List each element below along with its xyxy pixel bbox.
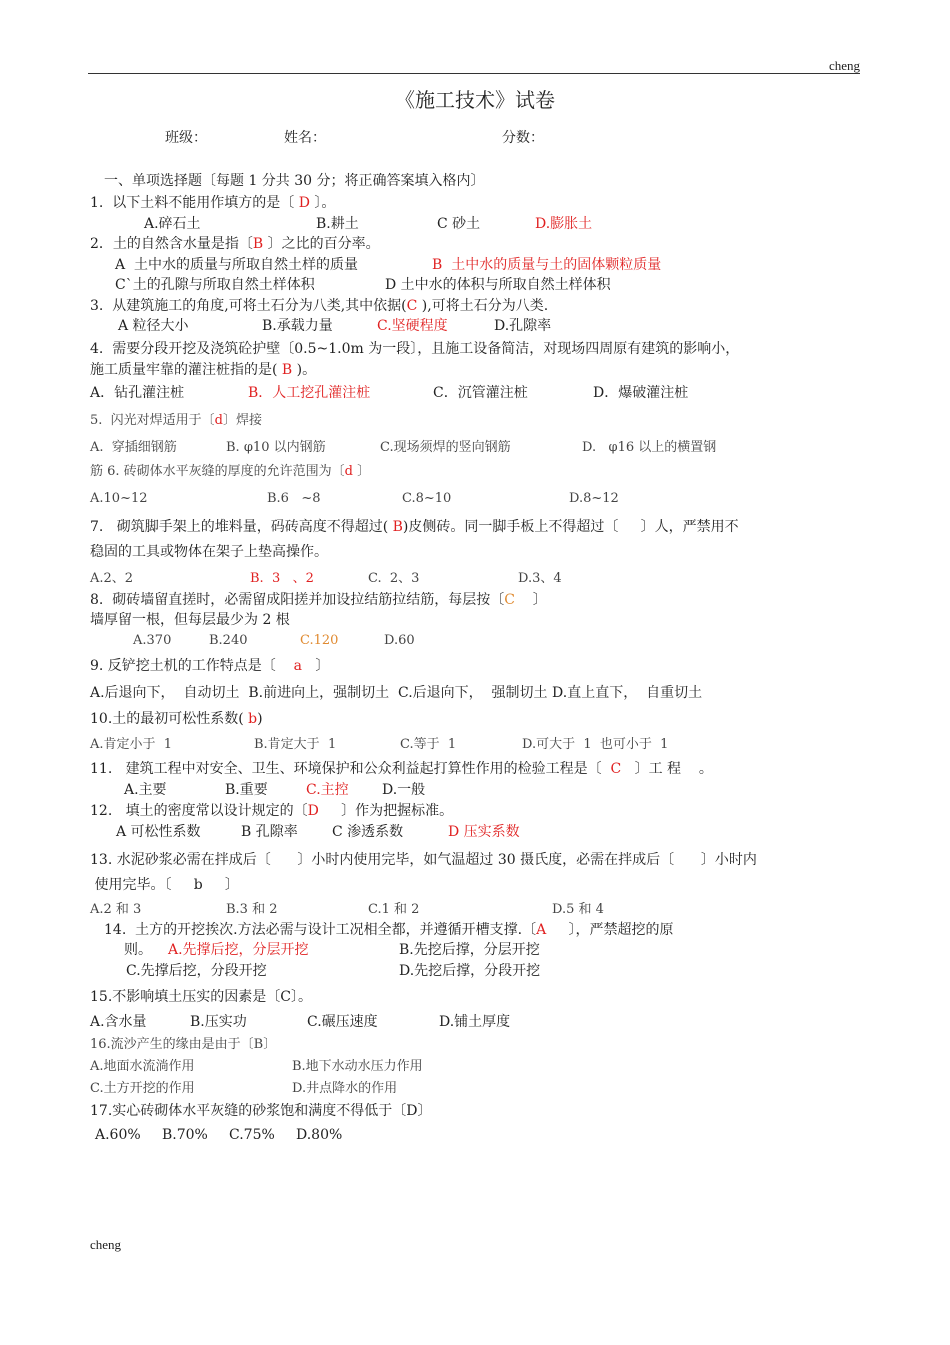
q13-option-c: C.1 和 2 (368, 902, 420, 917)
q5-option-d: D. φ16 以上的横置钢 (582, 440, 717, 455)
q2-option-d: D 土中水的体积与所取自然土样体积 (385, 277, 611, 293)
q15-option-c: C.碾压速度 (307, 1014, 378, 1030)
q7-answer: B (388, 519, 403, 535)
q12-answer: D (307, 803, 319, 819)
q3-option-c: C.坚硬程度 (377, 318, 448, 334)
q1-option-b: B.耕土 (316, 216, 359, 232)
q17-option-d: D.80% (296, 1127, 343, 1143)
score-label: 分数： (502, 130, 544, 146)
q13-answer: b (193, 877, 203, 893)
q6-stem-end: 〕 (353, 464, 371, 479)
q10-option-a: A.肯定小于 1 (90, 737, 173, 752)
q16-option-d: D.井点降水的作用 (292, 1081, 398, 1096)
q6-stem: 筋 6. 砖砌体水平灰缝的厚度的允许范围为〔 (90, 464, 345, 479)
q12-option-d: D 压实系数 (448, 824, 520, 840)
question-9 (90, 657, 329, 675)
question-7-line-2: 稳固的工具或物体在架子上垫高操作。 (90, 544, 328, 560)
question-17: 17.实心砖砌体水平灰缝的砂浆饱和满度不得低于〔D〕 (90, 1103, 432, 1119)
question-8-line-2: 墙厚留一根，但每层最少为 2 根 (90, 612, 290, 628)
q12-option-b: B 孔隙率 (241, 824, 298, 840)
question-7-line-1 (90, 518, 739, 536)
question-10 (90, 710, 263, 728)
q5-option-c: C.现场须焊的竖向钢筋 (380, 440, 511, 455)
q16-option-a: A.地面水流淌作用 (90, 1059, 195, 1074)
q10-stem-end: ) (257, 711, 263, 727)
q12-stem: 12. 填土的密度常以设计规定的〔 (90, 803, 308, 819)
question-4-line-1: 4. 需要分段开挖及浇筑砼护壁〔0.5~1.0m 为一段〕，且施工设备简洁，对现场四周原有建筑的影响小， (90, 341, 740, 357)
q16-option-c: C.土方开挖的作用 (90, 1081, 195, 1096)
q3-stem-end: ),可将土石分为八类. (417, 298, 549, 314)
q4-option-d: D．爆破灌注桩 (593, 385, 689, 401)
class-label: 班级： (165, 130, 207, 146)
q4-option-c: C．沉管灌注桩 (433, 385, 528, 401)
q5-option-a: A. 穿插细钢筋 (90, 440, 177, 455)
q1-option-a: A.碎石土 (144, 216, 201, 232)
q6-option-a: A.10~12 (90, 491, 148, 506)
q15-option-d: D.铺土厚度 (439, 1014, 511, 1030)
q8-stem: 8. 砌砖墙留直搓时，必需留成阳搓并加设拉结筋拉结筋，每层按〔 (90, 592, 505, 608)
q15-option-b: B.压实功 (190, 1014, 247, 1030)
q7-stem: 7. 砌筑脚手架上的堆料量，码砖高度不得超过( (90, 519, 389, 535)
question-11 (90, 760, 713, 778)
question-8-line-1 (90, 591, 547, 609)
question-13-line-1: 13. 水泥砂浆必需在拌成后〔 〕小时内使用完毕，如气温超过 30 摄氏度，必需在拌成后〔 〕小时内 (90, 852, 757, 868)
q17-option-c: C.75% (229, 1127, 275, 1143)
q9-answer: a (293, 658, 302, 674)
q7-stem-end: )皮侧砖。同一脚手板上不得超过〔 〕人，严禁用不 (402, 519, 739, 535)
q14-stem-end: 〕，严禁超挖的原 (546, 922, 674, 938)
q16-option-b: B.地下水动水压力作用 (292, 1059, 423, 1074)
question-6 (90, 463, 370, 481)
q7-option-a: A.2、2 (90, 571, 134, 586)
q10-stem: 10.土的最初可松性系数( (90, 711, 244, 727)
q3-stem: 3. 从建筑施工的角度,可将土石分为八类,其中依据( (90, 298, 407, 314)
q2-option-b: B 土中水的质量与土的固体颗粒质量 (432, 257, 662, 273)
q12-option-c: C 渗透系数 (332, 824, 404, 840)
q11-option-b: B.重要 (225, 782, 268, 798)
question-4-line-2 (90, 361, 316, 379)
q6-option-c: C.8~10 (402, 491, 452, 506)
question-13-line-2 (90, 876, 239, 894)
q13-stem: 使用完毕。〔 (90, 877, 194, 893)
q5-answer: d (214, 413, 223, 428)
q6-option-d: D.8~12 (569, 491, 619, 506)
q14-stem-cont: 则。 (124, 942, 152, 958)
q5-stem: 5. 闪光对焊适用于〔 (90, 413, 215, 428)
q4-option-b: B．人工挖孔灌注桩 (248, 385, 371, 401)
page-header-text: cheng (828, 58, 860, 73)
q8-option-d: D.60 (384, 633, 415, 648)
q13-option-b: B.3 和 2 (226, 902, 278, 917)
q3-option-d: D.孔隙率 (494, 318, 552, 334)
q1-stem-end: 〕。 (309, 195, 336, 211)
q11-answer: C (610, 761, 622, 777)
q4-option-a: A．钻孔灌注桩 (90, 385, 185, 401)
q17-option-b: B.70% (162, 1127, 208, 1143)
q11-option-d: D.一般 (382, 782, 426, 798)
q2-option-a: A 土中水的质量与所取自然土样的质量 (115, 257, 359, 273)
q11-stem-end: 〕工 程 。 (621, 761, 713, 777)
exam-title: 《施工技术》试卷 (395, 88, 555, 112)
q2-option-c: C`土的孔隙与所取自然土样体积 (115, 277, 315, 293)
q2-stem: 2．土的自然含水量是指〔 (90, 236, 253, 252)
q8-option-c: C.120 (300, 633, 339, 648)
name-label: 姓名： (284, 130, 326, 146)
q10-option-d: D.可大于 1 也可小于 1 (522, 737, 669, 752)
q14-option-a: A.先撑后挖，分层开挖 (168, 942, 309, 958)
question-5 (90, 412, 262, 430)
q2-answer: B (252, 236, 264, 252)
q14-option-b: B.先挖后撑，分层开挖 (399, 942, 540, 958)
q4-stem: 施工质量牢靠的灌注桩指的是( (90, 362, 278, 378)
q14-option-c: C.先撑后挖，分段开挖 (126, 963, 267, 979)
q1-stem: 1. 以下土料不能用作填方的是〔 (90, 195, 299, 211)
q6-answer: d (344, 464, 353, 479)
question-2 (90, 235, 380, 253)
q7-option-c: C. 2、3 (368, 571, 420, 586)
question-1 (90, 194, 335, 212)
q15-option-a: A.含水量 (90, 1014, 147, 1030)
q14-stem: 14. 土方的开挖挨次.方法必需与设计工况相全都，并遵循开槽支撑.〔 (104, 922, 537, 938)
question-14 (104, 921, 673, 939)
q13-option-a: A.2 和 3 (90, 902, 142, 917)
q11-option-c: C.主控 (306, 782, 349, 798)
q7-option-d: D.3、4 (518, 571, 562, 586)
q8-option-a: A.370 (133, 633, 172, 648)
question-12 (90, 802, 453, 820)
q8-answer: C (504, 592, 515, 608)
q2-stem-end: 〕之比的百分率。 (263, 236, 380, 252)
question-3 (90, 297, 548, 315)
question-15: 15.不影响填土压实的因素是〔C〕。 (90, 989, 312, 1005)
q11-stem: 11. 建筑工程中对安全、卫生、环境保护和公众利益起打算性作用的检验工程是〔 (90, 761, 611, 777)
page-footer-text: cheng (90, 1237, 122, 1252)
q9-stem-end: 〕 (301, 658, 330, 674)
q10-option-b: B.肯定大于 1 (254, 737, 337, 752)
q5-stem-end: 〕焊接 (223, 413, 263, 428)
q17-option-a: A.60% (95, 1127, 141, 1143)
q7-option-b: B. 3 、2 (250, 571, 314, 586)
q10-option-c: C.等于 1 (400, 737, 457, 752)
q1-option-c: C 砂土 (437, 216, 481, 232)
q13-stem-end: 〕 (202, 877, 239, 893)
q9-stem: 9. 反铲挖土机的工作特点是〔 (90, 658, 294, 674)
q5-option-b: B. φ10 以内钢筋 (226, 440, 326, 455)
q1-answer: D (298, 195, 310, 211)
question-16: 16.流沙产生的缘由是由于〔B〕 (90, 1037, 277, 1052)
q1-option-d: D.膨胀土 (535, 216, 593, 232)
q14-option-d: D.先挖后撑，分段开挖 (399, 963, 541, 979)
q12-option-a: A 可松性系数 (116, 824, 201, 840)
q3-answer: C (406, 298, 418, 314)
q4-stem-end: )。 (296, 362, 317, 378)
q8-option-b: B.240 (209, 633, 248, 648)
q14-answer: A (536, 922, 547, 938)
header-rule (88, 73, 860, 74)
q11-option-a: A.主要 (124, 782, 167, 798)
q3-option-b: B.承载力量 (262, 318, 333, 334)
section-heading: 一、单项选择题〔每题 1 分共 30 分；将正确答案填入格内〕 (104, 173, 485, 189)
q3-option-a: A 粒径大小 (118, 318, 189, 334)
q4-answer: B (277, 362, 297, 378)
q10-answer: b (243, 711, 258, 727)
q9-options: A.后退向下， 自动切土 B.前进向上，强制切土 C.后退向下， 强制切土 D.直上直下， 自重切土 (90, 685, 703, 701)
q13-option-d: D.5 和 4 (552, 902, 604, 917)
q6-option-b: B.6 ~8 (267, 491, 321, 506)
q12-stem-end: 〕作为把握标准。 (318, 803, 454, 819)
q8-stem-end: 〕 (514, 592, 547, 608)
